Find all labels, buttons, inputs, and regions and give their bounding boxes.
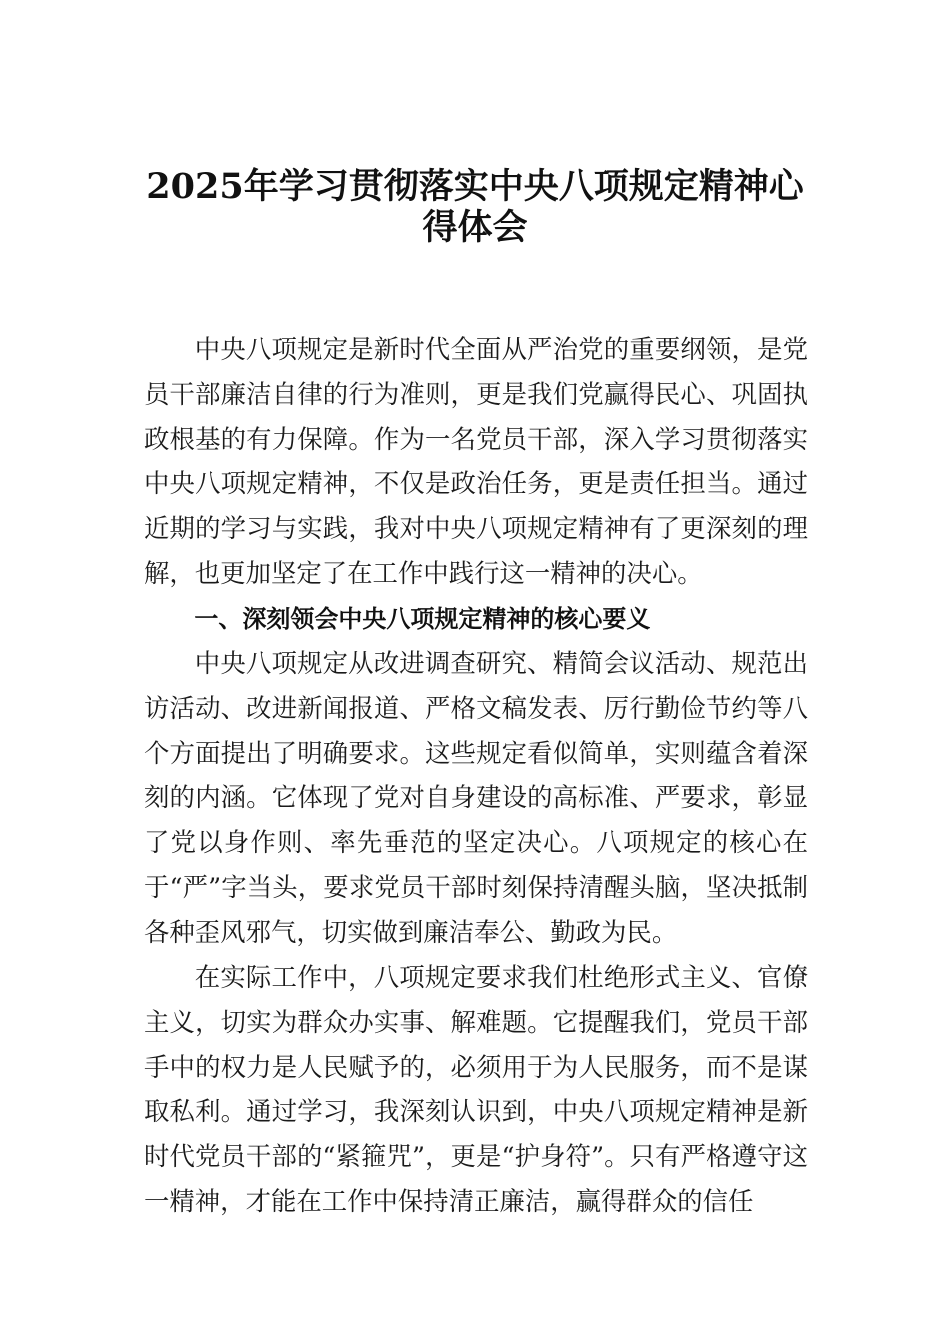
- section-heading-1: 一、深刻领会中央八项规定精神的核心要义: [194, 605, 651, 633]
- paragraph-intro: 中央八项规定是新时代全面从严治党的重要纲领，是党员干部廉洁自律的行为准则，更是我们党赢得民心、巩固执政根基的有力保障。作为一名党员干部，深入学习贯彻落实中央八项规定精神，不仅是政治任务，更是责任担当。通过近期的学习与实践，我对中央八项规定精神有了更深刻的理解，也更加坚定了在工作中践行这一精神的决心。: [144, 334, 808, 588]
- document-title-line-1: 2025年学习贯彻落实中央八项规定精神心: [146, 166, 804, 207]
- paragraph-section1-a: 中央八项规定从改进调查研究、精简会议活动、规范出访活动、改进新闻报道、严格文稿发表、厉行勤俭节约等八个方面提出了明确要求。这些规定看似简单，实则蕴含着深刻的内涵。它体现了党对自身建设的高标准、严要求，彰显了党以身作则、率先垂范的坚定决心。八项规定的核心在于“严”字当头，要求党员干部时刻保持清醒头脑，坚决抵制各种歪风邪气，切实做到廉洁奉公、勤政为民。: [144, 648, 808, 947]
- paragraph-section1-b: 在实际工作中，八项规定要求我们杜绝形式主义、官僚主义，切实为群众办实事、解难题。它提醒我们，党员干部手中的权力是人民赋予的，必须用于为人民服务，而不是谋取私利。通过学习，我深刻认识到，中央八项规定精神是新时代党员干部的“紧箍咒”，更是“护身符”。只有严格遵守这一精神，才能在工作中保持清正廉洁，赢得群众的信任: [144, 962, 808, 1216]
- document-title-line-2: 得体会: [422, 207, 528, 248]
